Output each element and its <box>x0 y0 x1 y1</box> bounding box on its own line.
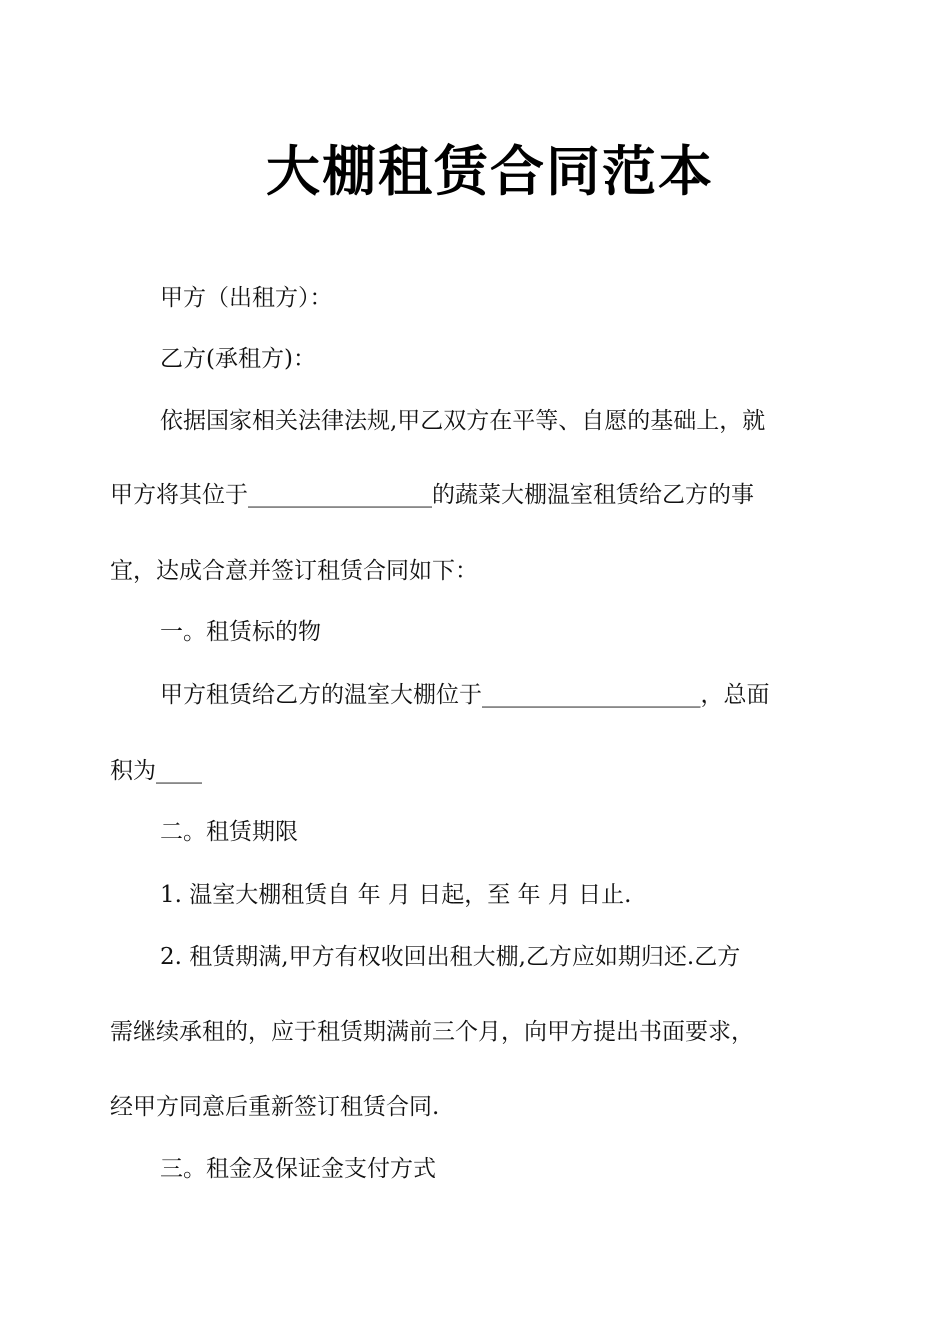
intro-paragraph-line-1: 依据国家相关法律法规,甲乙双方在平等、自愿的基础上，就 <box>160 408 766 434</box>
section-2-item-1: 1. 温室大棚租赁自 年 月 日起，至 年 月 日止. <box>160 882 632 908</box>
section-2-item-2-line-3: 经甲方同意后重新签订租赁合同. <box>110 1094 440 1120</box>
section-2-heading: 二。租赁期限 <box>160 819 298 845</box>
section-2-item-2-line-1: 2. 租赁期满,甲方有权收回出租大棚,乙方应如期归还.乙方 <box>160 944 741 970</box>
section-1-line-2: 积为____ <box>110 758 202 784</box>
section-2-item-2-line-2: 需继续承租的，应于租赁期满前三个月，向甲方提出书面要求， <box>110 1019 754 1045</box>
section-1-heading: 一。租赁标的物 <box>160 619 321 645</box>
party-a-label: 甲方（出租方）： <box>160 285 333 311</box>
intro-paragraph-line-3: 宜，达成合意并签订租赁合同如下： <box>110 558 478 584</box>
party-b-label: 乙方(承租方)： <box>160 346 316 372</box>
section-1-line-1: 甲方租赁给乙方的温室大棚位于___________________，总面 <box>160 682 770 708</box>
section-3-heading: 三。租金及保证金支付方式 <box>160 1156 436 1182</box>
document-title: 大棚租赁合同范本 <box>266 140 714 203</box>
intro-paragraph-line-2: 甲方将其位于________________的蔬菜大棚温室租赁给乙方的事 <box>110 482 754 508</box>
